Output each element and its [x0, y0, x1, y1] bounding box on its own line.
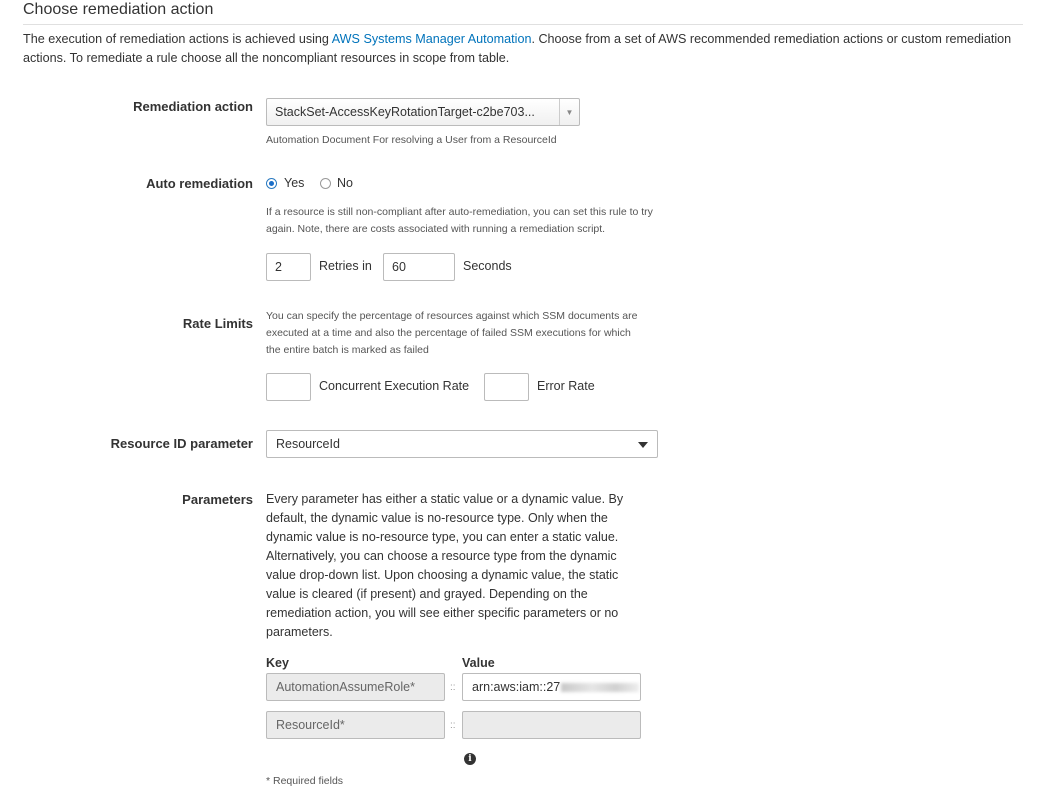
- intro-text-before: The execution of remediation actions is achieved using: [23, 32, 332, 46]
- concurrent-execution-rate-input[interactable]: [266, 373, 311, 401]
- param-key-field: AutomationAssumeRole*: [266, 673, 445, 701]
- auto-remediation-help: If a resource is still non-compliant after auto-remediation, you can set this rule to try again. Note, there are costs associated with running a remediation script.: [266, 206, 653, 235]
- resource-id-parameter-value: ResourceId: [276, 437, 340, 451]
- required-fields-note: * Required fields: [266, 775, 344, 787]
- info-icon[interactable]: i: [464, 753, 476, 765]
- parameters-description: Every parameter has either a static value or a dynamic value. By default, the dynamic value is no-resource type. Only when the dynamic value is no-resource type, you can enter a static value. Alternatively, you can choose a resource type from the dynamic value drop-down list. Upon choosing a dynamic value, the static value is cleared (if present) and grayed. Depending on the remediation action, you will see either specific parameters or no parameters.: [266, 492, 624, 639]
- seconds-label: Seconds: [463, 259, 512, 273]
- param-value-text: arn:aws:iam::27: [472, 680, 561, 694]
- rate-limits-label: Rate Limits: [182, 316, 253, 331]
- error-rate-input[interactable]: [484, 373, 529, 401]
- retries-input[interactable]: 2: [266, 253, 311, 281]
- param-value-input[interactable]: [462, 711, 641, 739]
- parameters-label: Parameters: [182, 492, 253, 507]
- remediation-action-value: StackSet-AccessKeyRotationTarget-c2be703...: [275, 105, 535, 119]
- resource-id-parameter-label: Resource ID parameter: [110, 436, 253, 451]
- remediation-action-help: Automation Document For resolving a User from a ResourceId: [266, 134, 557, 146]
- resource-id-parameter-select[interactable]: [266, 430, 658, 458]
- remediation-action-label: Remediation action: [133, 99, 253, 114]
- key-value-separator: ::: [450, 682, 456, 693]
- auto-remediation-no-label[interactable]: No: [337, 176, 353, 190]
- section-title: Choose remediation action: [23, 1, 214, 18]
- redacted-value: [561, 683, 639, 692]
- remediation-action-select[interactable]: [266, 98, 580, 126]
- intro-text-after: . Choose from a set of AWS recommended remediation actions or custom remediation actions. To remediate a rule choose all the noncompliant resources in scope from table.: [23, 32, 1012, 65]
- retries-in-label: Retries in: [319, 259, 372, 273]
- param-key-field: ResourceId*: [266, 711, 445, 739]
- value-column-header: Value: [462, 656, 495, 670]
- concurrent-execution-rate-label: Concurrent Execution Rate: [319, 379, 470, 393]
- auto-remediation-yes-radio[interactable]: [266, 178, 277, 189]
- title-divider: [23, 24, 1023, 25]
- retry-seconds-input[interactable]: 60: [383, 253, 455, 281]
- rate-limits-help: You can specify the percentage of resources against which SSM documents are executed at a time and also the percentage of failed SSM executions for which the entire batch is marked as failed: [266, 310, 638, 356]
- ssm-automation-link[interactable]: AWS Systems Manager Automation: [331, 32, 532, 46]
- caret-down-icon: [638, 442, 648, 448]
- auto-remediation-yes-label[interactable]: Yes: [284, 176, 305, 190]
- key-column-header: Key: [266, 656, 289, 670]
- chevron-down-icon: ▼: [559, 99, 579, 125]
- key-value-separator: ::: [450, 720, 456, 731]
- section-intro: [23, 30, 1013, 68]
- error-rate-label: Error Rate: [537, 379, 595, 393]
- auto-remediation-label: Auto remediation: [146, 176, 253, 191]
- auto-remediation-no-radio[interactable]: [320, 178, 331, 189]
- param-value-input[interactable]: [462, 673, 641, 701]
